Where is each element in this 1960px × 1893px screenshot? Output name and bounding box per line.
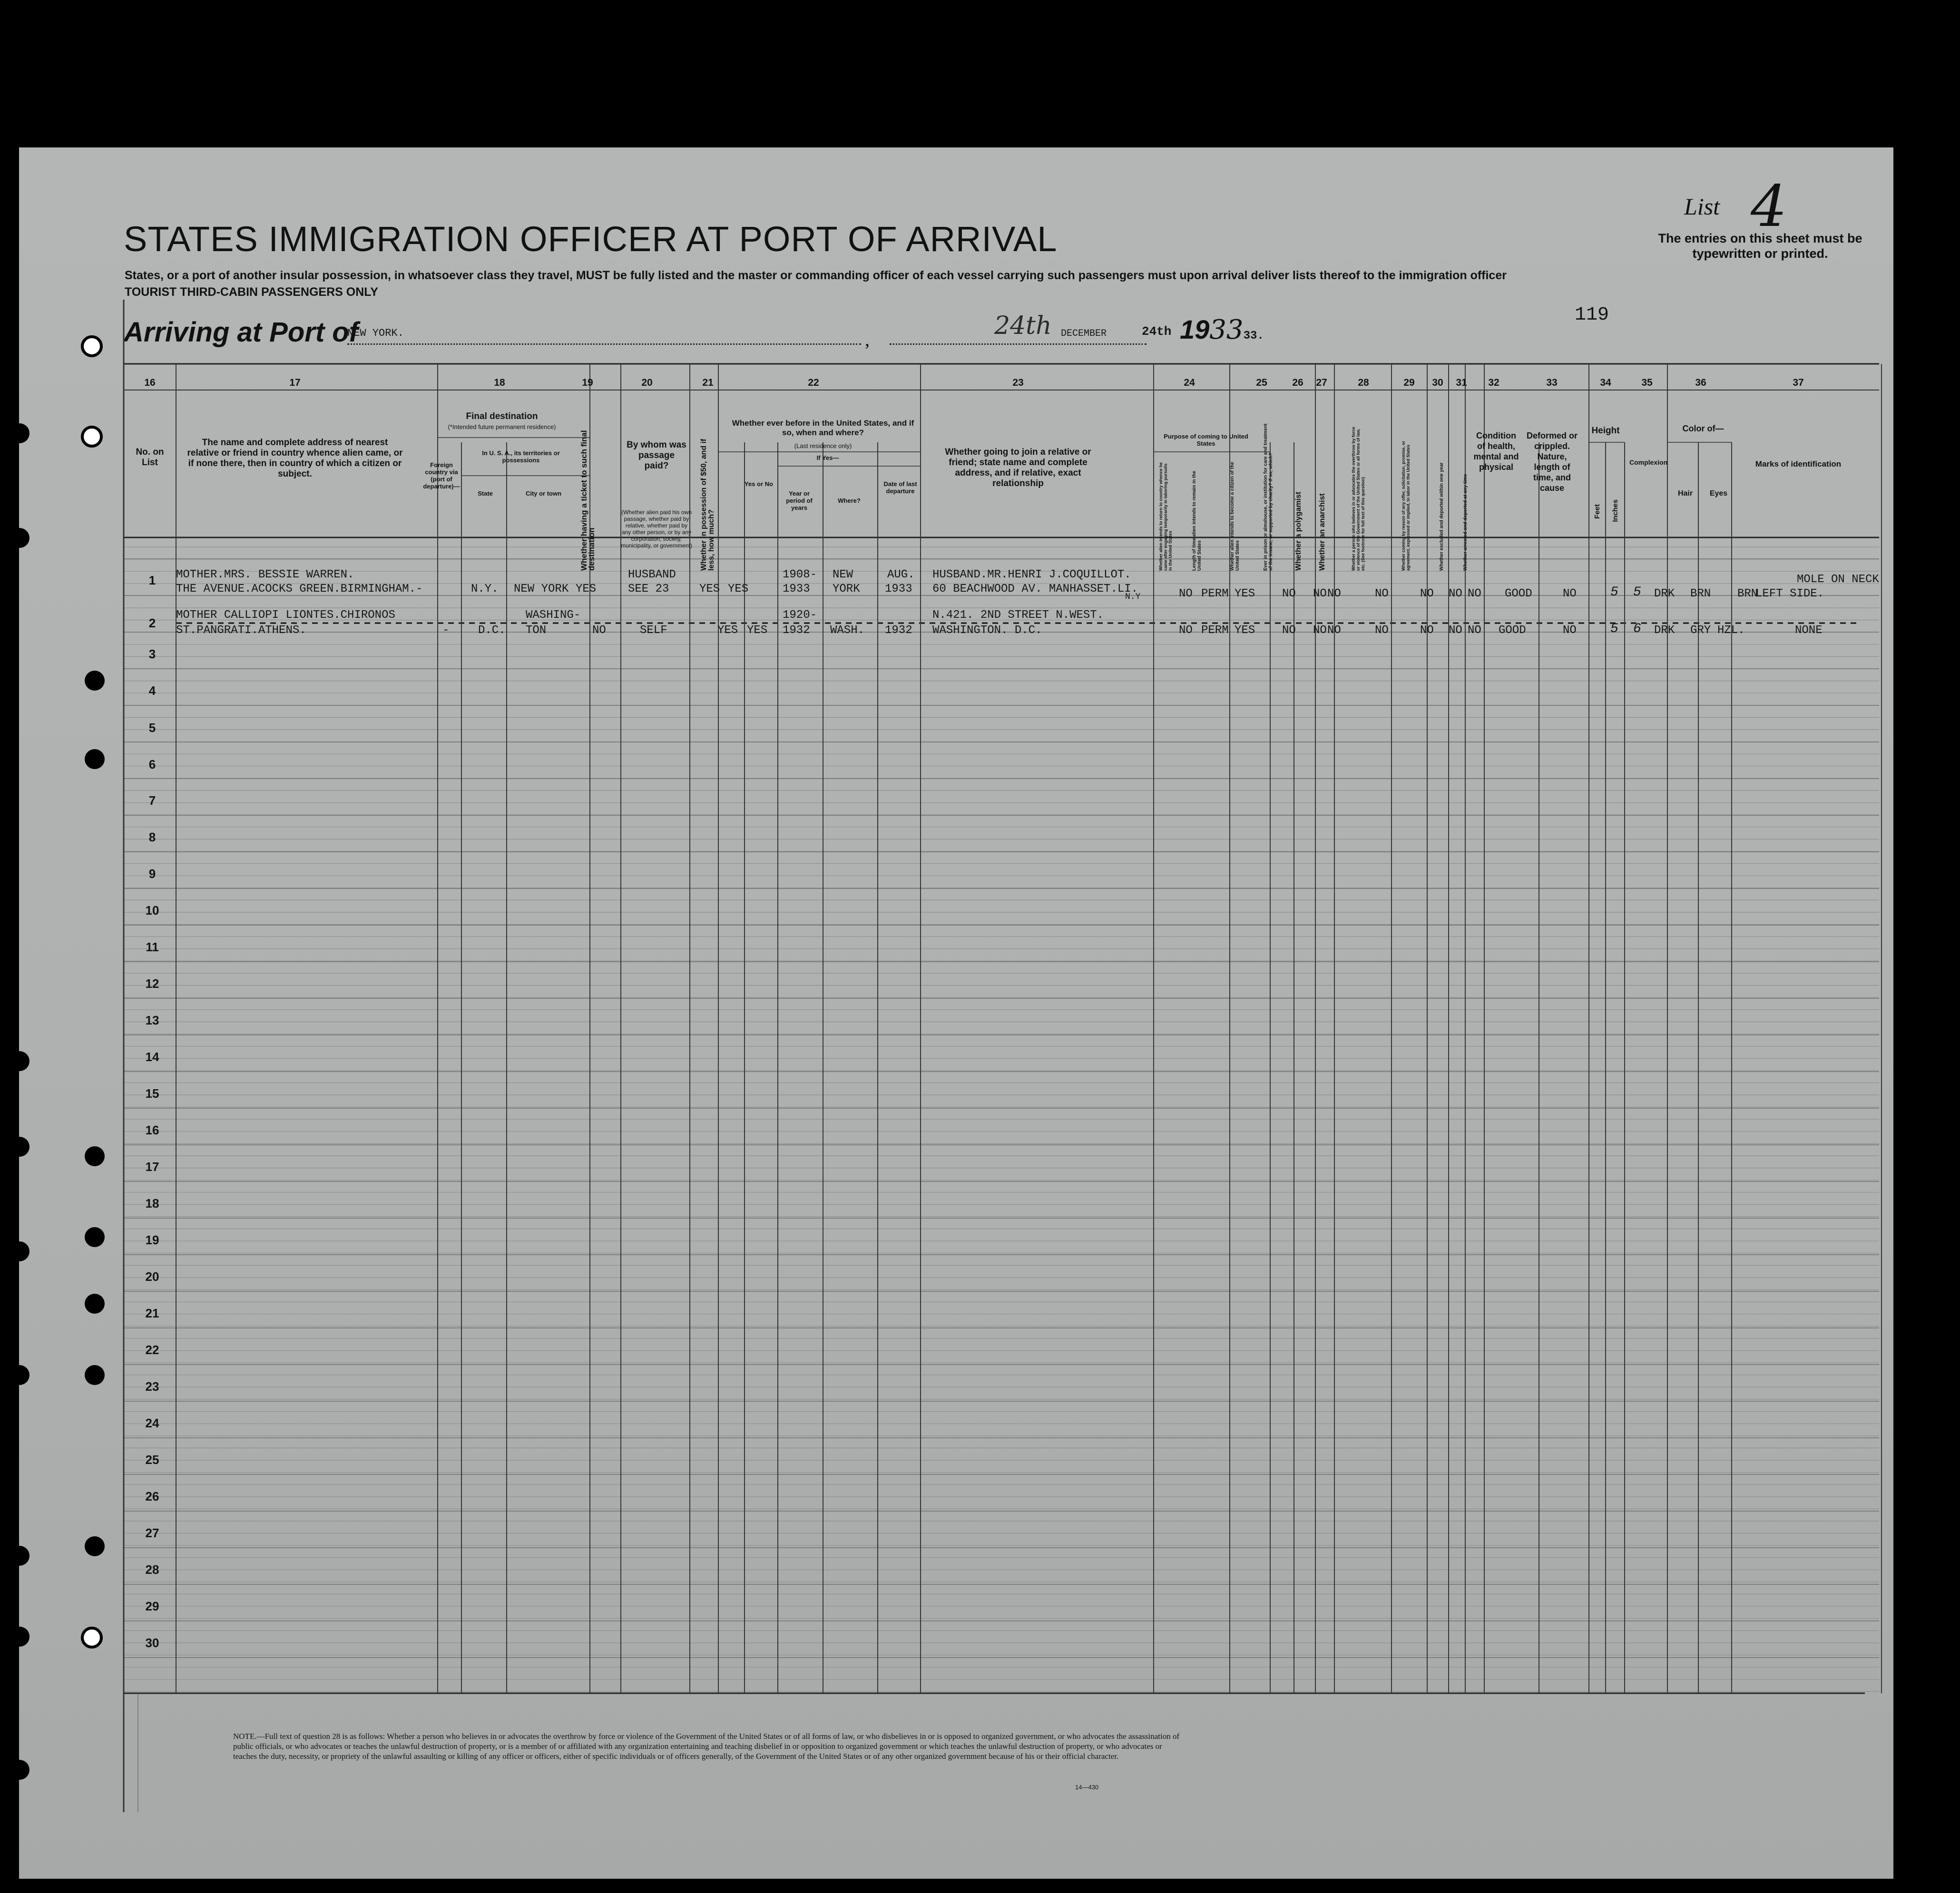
relative-name: MOTHER.MRS. BESSIE WARREN. bbox=[176, 568, 354, 581]
row-number: 18 bbox=[145, 1196, 159, 1210]
row-number: 6 bbox=[148, 757, 156, 771]
fifty-dollars: YES bbox=[717, 624, 738, 637]
row-number: 5 bbox=[148, 721, 156, 735]
purpose-citizen: YES bbox=[1235, 587, 1255, 600]
header-final-destination: Final destination bbox=[466, 411, 538, 421]
column-number-19: 19 bbox=[582, 377, 593, 388]
complexion: DRK bbox=[1654, 624, 1675, 637]
deformed: NO bbox=[1563, 624, 1577, 637]
column-number-30: 30 bbox=[1432, 377, 1443, 388]
header-marks: Marks of identification bbox=[1755, 459, 1842, 468]
row-number: 7 bbox=[148, 793, 156, 808]
column-number-31: 31 bbox=[1456, 377, 1467, 388]
where: NEW bbox=[833, 568, 853, 581]
header-deformed: Deformed or crippled. Nature, length of time, and cause bbox=[1526, 431, 1578, 493]
port-value: NEW YORK. bbox=[347, 327, 404, 339]
comma: , bbox=[865, 329, 870, 350]
header-polygamist: Whether a polygamist bbox=[1294, 491, 1303, 571]
passage-paid: SELF bbox=[640, 624, 667, 637]
row-number: 22 bbox=[145, 1343, 159, 1357]
column-number-17: 17 bbox=[289, 377, 301, 388]
row-number: 11 bbox=[146, 940, 159, 954]
marks: MOLE ON NECK bbox=[1797, 573, 1879, 586]
arrested: NO bbox=[1468, 587, 1481, 600]
health: GOOD bbox=[1505, 587, 1532, 600]
row-number: 29 bbox=[145, 1599, 159, 1613]
purpose-length: PERM bbox=[1201, 587, 1229, 600]
departure-year: 1933 bbox=[885, 583, 912, 595]
form-title: STATES IMMIGRATION OFFICER AT PORT OF ARRIVAL bbox=[124, 219, 1058, 259]
header-inches: Inches bbox=[1611, 499, 1619, 522]
row-number: 14 bbox=[145, 1050, 159, 1064]
header-health: Condition of health, mental and physical bbox=[1473, 431, 1519, 472]
header-purpose-length: Length of time alien intends to remain in the United States bbox=[1192, 470, 1202, 571]
state: N.Y. bbox=[471, 583, 499, 595]
row-number: 25 bbox=[145, 1453, 159, 1467]
column-number-25: 25 bbox=[1256, 377, 1267, 388]
column-number-33: 33 bbox=[1546, 377, 1558, 388]
row-number: 3 bbox=[148, 647, 156, 661]
column-number-37: 37 bbox=[1793, 377, 1804, 388]
row-number: 12 bbox=[145, 976, 159, 991]
row-number: 15 bbox=[145, 1086, 159, 1101]
complexion: DRK bbox=[1654, 587, 1675, 600]
year-prefix: 19 bbox=[1180, 314, 1210, 344]
eye-color: BRN bbox=[1737, 587, 1758, 600]
year-period-start: 1920- bbox=[783, 609, 817, 622]
row-number: 8 bbox=[148, 830, 156, 844]
arriving-label: Arriving at Port of bbox=[124, 317, 359, 348]
header-ever-before-sub: (Last residence only) bbox=[794, 442, 852, 449]
purpose-return: NO bbox=[1179, 624, 1193, 637]
header-complexion: Complexion bbox=[1629, 459, 1668, 466]
purpose-citizen: YES bbox=[1235, 624, 1255, 637]
eye-color: HZL. bbox=[1717, 624, 1745, 637]
header-fifty-dollars: Whether in possession of $50, and if less, how much? bbox=[700, 439, 715, 571]
ticket: NO bbox=[592, 624, 606, 637]
hair-color: BRN bbox=[1690, 587, 1711, 600]
header-height: Height bbox=[1591, 426, 1620, 436]
prison: NO bbox=[1282, 624, 1296, 637]
header-anarchist: Whether an anarchist bbox=[1318, 493, 1326, 571]
relative-address: ST.PANGRATI.ATHENS. bbox=[176, 624, 306, 637]
row-number: 23 bbox=[145, 1379, 159, 1394]
header-feet: Feet bbox=[1593, 504, 1601, 519]
year-handwritten: 33 bbox=[1209, 314, 1244, 345]
day-typed: 24th bbox=[1142, 324, 1172, 339]
header-purpose: Purpose of coming to United States bbox=[1164, 433, 1248, 447]
column-number-23: 23 bbox=[1012, 377, 1024, 388]
row-number: 21 bbox=[145, 1306, 159, 1320]
row-number: 13 bbox=[145, 1013, 159, 1027]
row-number: 20 bbox=[145, 1269, 159, 1284]
row-number: 10 bbox=[145, 903, 159, 917]
row-number: 2 bbox=[148, 616, 156, 630]
where: YORK bbox=[833, 583, 860, 595]
row-number: 17 bbox=[145, 1160, 159, 1174]
anarchist: NO bbox=[1327, 587, 1341, 600]
row-number: 4 bbox=[148, 683, 156, 698]
relative-address: THE AVENUE.ACOCKS GREEN.BIRMINGHAM.- bbox=[176, 583, 423, 595]
arrested: NO bbox=[1468, 624, 1481, 637]
header-purpose-citizen: Whether alien intends to become a citizen of the United States bbox=[1230, 462, 1240, 571]
column-number-29: 29 bbox=[1403, 377, 1415, 388]
header-city-or-town: City or town bbox=[525, 490, 562, 497]
typewritten-instruction: The entries on this sheet must be typewritten or printed. bbox=[1658, 231, 1862, 261]
header-year-or-period: Year or period of years bbox=[786, 490, 813, 511]
column-number-26: 26 bbox=[1292, 377, 1303, 388]
departure-year: 1932 bbox=[885, 624, 912, 637]
column-number-16: 16 bbox=[144, 377, 156, 388]
hair-color: GRY bbox=[1690, 624, 1711, 637]
purpose-length: PERM bbox=[1201, 624, 1229, 637]
height-feet: 5 bbox=[1610, 585, 1618, 600]
column-number-28: 28 bbox=[1358, 377, 1369, 388]
row-number: 16 bbox=[145, 1123, 159, 1137]
marks: NONE bbox=[1795, 624, 1823, 637]
sheet-number: 119 bbox=[1575, 304, 1609, 326]
prison: NO bbox=[1282, 587, 1296, 600]
join-relative: HUSBAND.MR.HENRI J.COQUILLOT. bbox=[932, 568, 1131, 581]
height-inches: 6 bbox=[1633, 622, 1641, 636]
manifest-sheet bbox=[19, 147, 1893, 1879]
departure-month: AUG. bbox=[887, 568, 915, 581]
height-feet: 5 bbox=[1610, 622, 1618, 636]
marks: LEFT SIDE. bbox=[1755, 587, 1824, 600]
state: D.C. bbox=[478, 624, 506, 637]
passage-paid: HUSBAND bbox=[628, 568, 676, 581]
ever-before: YES bbox=[747, 624, 768, 637]
header-hair: Hair bbox=[1677, 489, 1693, 498]
excluded: NO bbox=[1449, 624, 1462, 637]
row-number: 28 bbox=[145, 1562, 159, 1577]
header-ever-before: Whether ever before in the United States, and if so, when and where? bbox=[732, 419, 914, 437]
ever-before: YES bbox=[728, 583, 749, 595]
join-address: N.421. 2ND STREET N.WEST. bbox=[932, 609, 1104, 622]
form-instructions: States, or a port of another insular possession, in whatsoever class they travel, MUST be fully listed and the master or commanding officer of each vessel carrying such passengers must upon arrival deliver lists thereof to the immigration officer bbox=[125, 269, 1507, 282]
column-number-21: 21 bbox=[702, 377, 714, 388]
height-inches: 5 bbox=[1633, 585, 1641, 600]
row-number: 9 bbox=[148, 867, 156, 881]
passenger-class: TOURIST THIRD-CABIN PASSENGERS ONLY bbox=[125, 285, 378, 299]
fifty-dollars: YES bbox=[699, 583, 720, 595]
join-address-cont: N.Y bbox=[1125, 592, 1141, 602]
day-handwritten: 24th bbox=[994, 312, 1052, 340]
header-final-destination-sub: (*Intended future permanent residence) bbox=[448, 423, 556, 430]
list-number: 4 bbox=[1751, 174, 1787, 240]
foreign-country: - bbox=[442, 624, 450, 637]
row-number: 24 bbox=[145, 1416, 159, 1430]
header-nearest-relative: The name and complete address of nearest relative or friend in country whence alien came, or if none there, then in country of which a citizen or subject. bbox=[187, 438, 403, 479]
header-if-yes: If Yes— bbox=[816, 454, 839, 461]
header-arrested-deported: Whether arrested and deported at any time bbox=[1463, 474, 1468, 571]
header-yes-or-no: Yes or No bbox=[745, 480, 773, 488]
column-number-20: 20 bbox=[641, 377, 653, 388]
header-ticket: Whether having a ticket to such final destination bbox=[579, 430, 596, 571]
question-28: NO bbox=[1375, 624, 1389, 637]
where: WASH. bbox=[830, 624, 865, 637]
city: WASHING- bbox=[526, 609, 581, 622]
relative-name: MOTHER CALLIOPI LIONTES.CHIRONOS bbox=[176, 609, 395, 622]
footnote: NOTE.—Full text of question 28 is as follows: Whether a person who believes in or advocates the overthrow by force or violence of the Government of the United States or of all forms of law, or who disbelieves in or is opposed to organized government, or who advocates the assassination of public officials, or who advocates or teaches the unlawful destruction of property, or is a member of or affiliated with any organization entertaining and teaching disbelief in or opposition to organized government or which teaches the unlawful destruction of property, or who advocates or teaches the duty, necessity, or propriety of the unlawful assaulting or killing of any officer or officers, either of specific individuals or of officers generally, of the Government of the United States or of any other organized government because of his or their official character. bbox=[233, 1732, 1180, 1761]
column-number-27: 27 bbox=[1316, 377, 1327, 388]
header-foreign-country: Foreign country via (port of departure)— bbox=[423, 461, 460, 490]
ruled-grid bbox=[19, 147, 1893, 1879]
year-suffix: 33. bbox=[1243, 330, 1264, 342]
purpose-return: NO bbox=[1179, 587, 1193, 600]
offer-to-labor: NO bbox=[1420, 624, 1434, 637]
year-period-start: 1908- bbox=[783, 568, 817, 581]
header-passage-paid: By whom was passage paid? bbox=[627, 440, 686, 471]
column-number-36: 36 bbox=[1695, 377, 1706, 388]
header-question-28: Whether a person who believes in or advocates the overthrow by force or violence of the Government of the United States or all forms of law, etc. (See footnote for full text of this question) bbox=[1351, 427, 1365, 571]
passage-paid-ref: SEE 23 bbox=[628, 583, 669, 595]
header-where: Where? bbox=[838, 497, 861, 504]
header-going-to-join: Whether going to join a relative or friend; state name and complete address, and if relative, exact relationship bbox=[945, 447, 1091, 488]
row-number: 26 bbox=[145, 1489, 159, 1503]
row-number: 1 bbox=[148, 573, 156, 587]
column-number-34: 34 bbox=[1600, 377, 1611, 388]
year-period-end: 1932 bbox=[783, 624, 810, 637]
header-excluded-deported: Whether excluded and deported within one year bbox=[1439, 462, 1444, 571]
polygamist: NO bbox=[1313, 624, 1327, 637]
question-28: NO bbox=[1375, 587, 1389, 600]
anarchist: NO bbox=[1327, 624, 1341, 637]
header-offer-to-labor: Whether coming by reason of any offer, solicitation, promise, or agreement, expressed or implied, to labor in the United States bbox=[1401, 440, 1411, 571]
row-number: 30 bbox=[145, 1636, 159, 1650]
header-state: State bbox=[478, 490, 493, 497]
column-number-22: 22 bbox=[808, 377, 819, 388]
header-color-of: Color of— bbox=[1682, 424, 1724, 433]
excluded: NO bbox=[1449, 587, 1462, 600]
deformed: NO bbox=[1563, 587, 1577, 600]
row-number: 19 bbox=[145, 1233, 159, 1247]
city: TON bbox=[526, 624, 547, 637]
city: NEW YORK bbox=[514, 583, 569, 595]
month-value: DECEMBER bbox=[1061, 328, 1107, 339]
header-in-usa: In U. S. A., its territories or possessions bbox=[482, 449, 560, 464]
join-address-cont: WASHINGTON. D.C. bbox=[932, 624, 1042, 637]
header-passage-paid-sub: (Whether alien paid his own passage, whether paid by relative, whether paid by any other person, or by any corporation, society, municipality, or government) bbox=[621, 509, 692, 549]
column-number-24: 24 bbox=[1184, 377, 1195, 388]
list-label: List bbox=[1684, 193, 1720, 220]
column-number-32: 32 bbox=[1488, 377, 1499, 388]
ticket: YES bbox=[576, 583, 597, 595]
header-no-on-list: No. on List bbox=[136, 447, 164, 468]
offer-to-labor: NO bbox=[1420, 587, 1434, 600]
column-number-18: 18 bbox=[494, 377, 505, 388]
polygamist: NO bbox=[1313, 587, 1327, 600]
join-address: 60 BEACHWOOD AV. MANHASSET.LI. bbox=[932, 583, 1138, 595]
header-purpose-return: Whether alien intends to return to country whence he came after engaging temporarily in laboring pursuits in the United States bbox=[1158, 462, 1173, 571]
header-eyes: Eyes bbox=[1709, 489, 1728, 498]
year-period-end: 1933 bbox=[783, 583, 810, 595]
column-number-35: 35 bbox=[1641, 377, 1653, 388]
form-number: 14—430 bbox=[1075, 1784, 1099, 1791]
health: GOOD bbox=[1499, 624, 1526, 637]
header-date-last-departure: Date of last departure bbox=[883, 480, 917, 495]
header-prison: Ever in prison or almshouse, or institution for care and treatment of the insane, or supported by charity? If so, which? bbox=[1263, 423, 1274, 571]
row-number: 27 bbox=[145, 1526, 159, 1540]
